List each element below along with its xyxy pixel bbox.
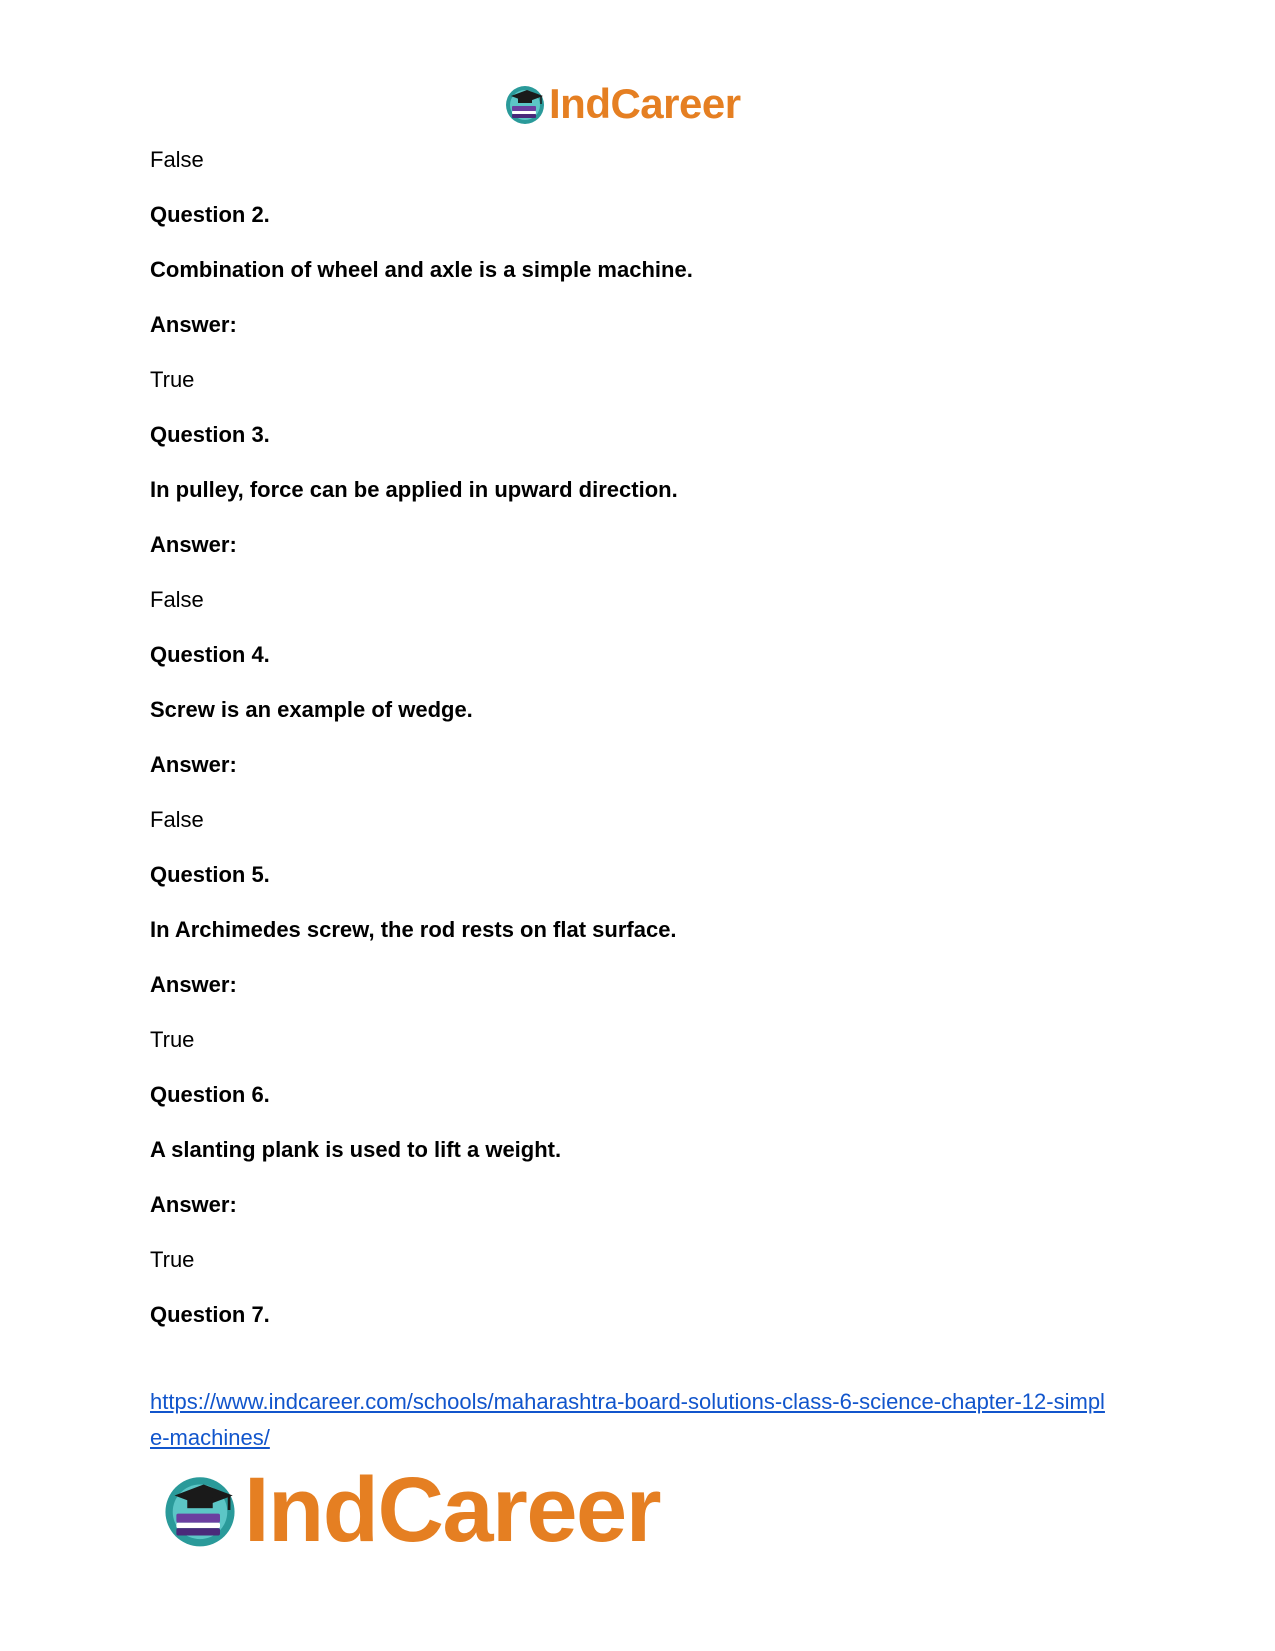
question-statement: A slanting plank is used to lift a weight. xyxy=(150,1137,562,1162)
answer-text: True xyxy=(150,367,195,392)
answer-label: Answer: xyxy=(150,972,237,997)
answer-label: Answer: xyxy=(150,1192,237,1217)
graduation-cap-book-icon xyxy=(503,82,547,126)
question-heading: Question 6. xyxy=(150,1082,270,1107)
question-heading: Question 2. xyxy=(150,202,270,227)
document-body xyxy=(150,146,1130,1356)
brand-name: IndCareer xyxy=(244,1459,660,1561)
answer-label: Answer: xyxy=(150,312,237,337)
question-statement: Screw is an example of wedge. xyxy=(150,697,473,722)
question-heading: Question 3. xyxy=(150,422,270,447)
answer-label: Answer: xyxy=(150,532,237,557)
question-heading: Question 4. xyxy=(150,642,270,667)
graduation-cap-book-icon xyxy=(160,1470,240,1550)
question-heading: Question 5. xyxy=(150,862,270,887)
answer-text: False xyxy=(150,587,204,612)
answer-label: Answer: xyxy=(150,752,237,777)
brand-name: IndCareer xyxy=(549,80,741,127)
question-statement: In pulley, force can be applied in upward direction. xyxy=(150,477,678,502)
answer-text: False xyxy=(150,147,204,172)
question-heading: Question 7. xyxy=(150,1302,270,1327)
answer-text: False xyxy=(150,807,204,832)
answer-text: True xyxy=(150,1247,195,1272)
question-statement: In Archimedes screw, the rod rests on flat surface. xyxy=(150,917,677,942)
header-logo xyxy=(503,80,741,128)
answer-text: True xyxy=(150,1027,195,1052)
footer-logo xyxy=(160,1459,660,1561)
question-statement: Combination of wheel and axle is a simple machine. xyxy=(150,257,693,282)
source-url-link[interactable]: https://www.indcareer.com/schools/maharashtra-board-solutions-class-6-science-chapter-12-simple-machines/ xyxy=(150,1389,1105,1450)
